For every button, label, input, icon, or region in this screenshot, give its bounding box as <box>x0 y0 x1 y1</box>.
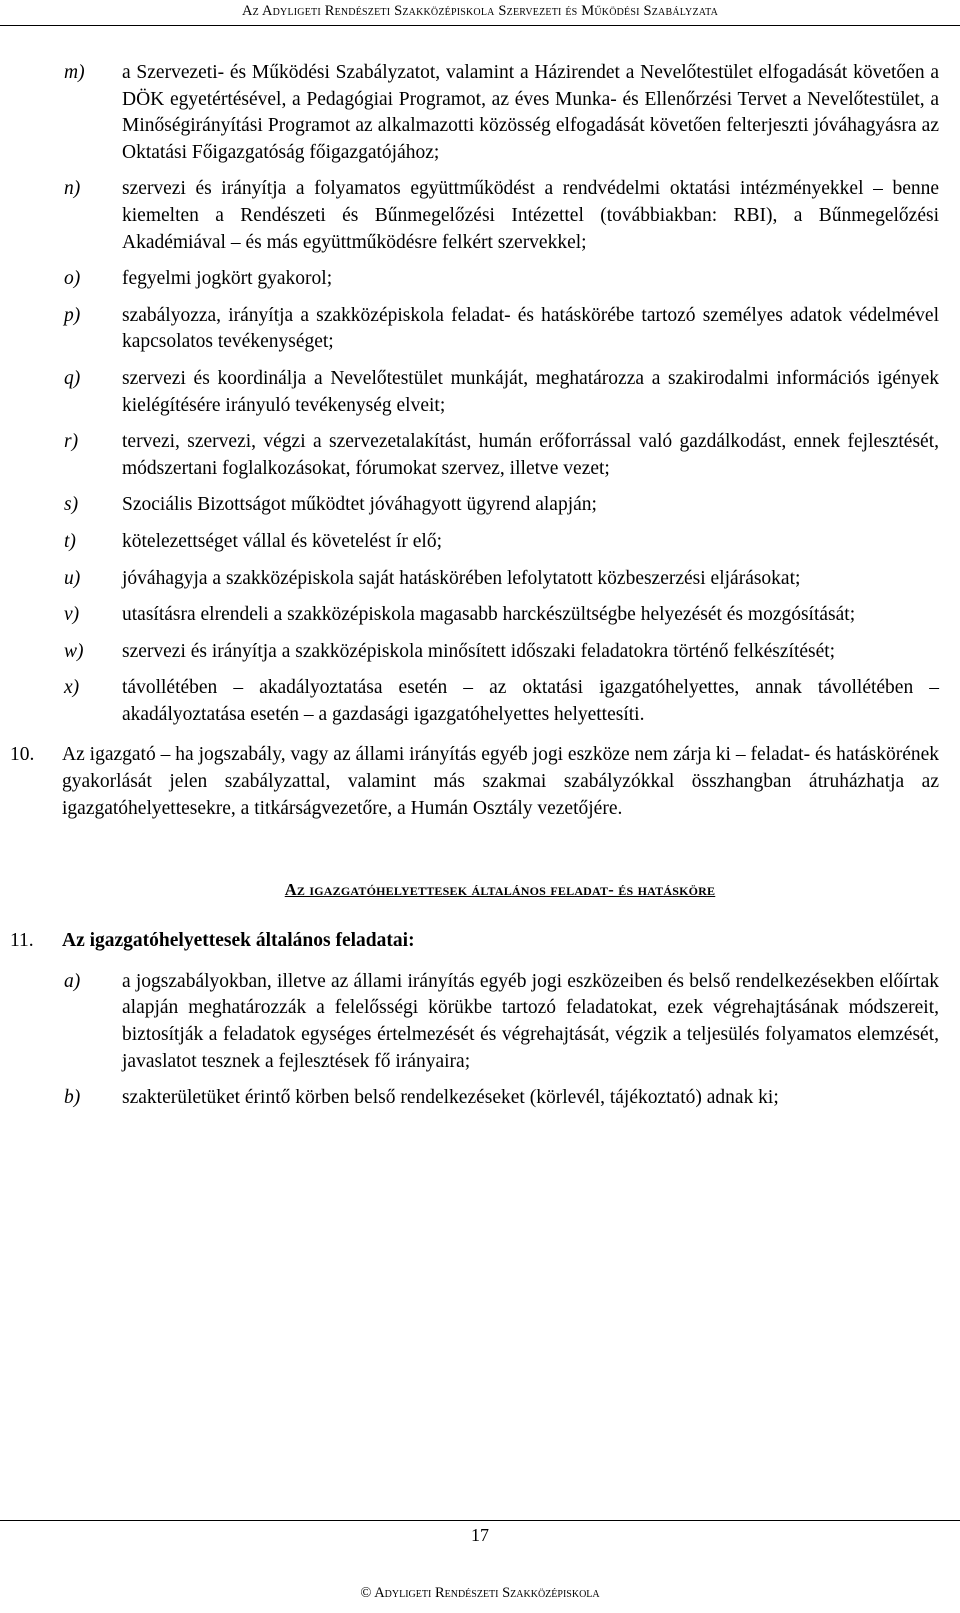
page-content <box>0 60 960 1122</box>
list-text: szervezi és irányítja a szakközépiskola minősített időszaki feladatokra történő felkészítését; <box>122 640 836 662</box>
list-item-x <box>0 675 960 728</box>
list-item-r <box>0 429 960 482</box>
list-item-q <box>0 366 960 419</box>
list-label: s) <box>64 494 79 516</box>
list-label: r) <box>64 431 79 453</box>
paragraph-10 <box>0 742 960 822</box>
list-label: w) <box>64 640 84 662</box>
paragraph-text: Az igazgató – ha jogszabály, vagy az állami irányítás egyéb jogi eszköze nem zárja ki – feladat- és hatáskörének gyakorlását jelen szabályzattal, valamint más szakmai szabályzókkal összhangban átruházhatja az igazgatóhelyettesekre, a titkárságvezetőre, a Humán Osztály vezetőjére. <box>62 744 939 819</box>
list-text: tervezi, szervezi, végzi a szervezetalakítást, humán erőforrással való gazdálkodást, ennek fejlesztését, módszertani foglalkozásokat, fórumokat szervez, illetve vezet; <box>122 431 939 479</box>
list-item-t <box>0 529 960 556</box>
list-text: jóváhagyja a szakközépiskola saját hatáskörében lefolytatott közbeszerzési eljárásokat; <box>122 567 801 589</box>
paragraph-number: 11. <box>10 930 34 952</box>
list-label: a) <box>64 970 81 992</box>
list-label: o) <box>64 268 81 290</box>
footer-copyright: © Adyligeti Rendészeti Szakközépiskola <box>360 1585 600 1601</box>
page-number: 17 <box>471 1525 489 1545</box>
header-rule <box>0 25 960 26</box>
list2-item-b <box>0 1085 960 1112</box>
running-header: Az Adyligeti Rendészeti Szakközépiskola Szervezeti és Működési Szabályzata <box>241 3 719 19</box>
list-item-s <box>0 492 960 519</box>
list-text: kötelezettséget vállal és követelést ír elő; <box>122 530 442 552</box>
list-text: szabályozza, irányítja a szakközépiskola feladat- és hatáskörébe tartozó személyes adatok védelmével kapcsolatos tevékenységet; <box>122 304 939 353</box>
list-item-m <box>0 60 960 166</box>
list-item-w <box>0 639 960 666</box>
list-text: szervezi és koordinálja a Nevelőtestület munkáját, meghatározza a szakirodalmi információs igények kielégítésére irányuló tevékenység elveit; <box>122 367 939 416</box>
list-text: szakterületüket érintő körben belső rendelkezéseket (körlevél, tájékoztató) adnak ki; <box>122 1087 779 1109</box>
list-item-p <box>0 303 960 356</box>
list-item-n <box>0 176 960 256</box>
list-text: fegyelmi jogkört gyakorol; <box>122 268 333 290</box>
list-label: u) <box>64 567 81 589</box>
list-text: a jogszabályokban, illetve az állami irányítás egyéb jogi eszközeiben és belső rendelkezésekben előírtak alapján meghatározzák a felelősségi körükbe tartozó feladatokat, ezek végrehajtásának módszereit, biztosítják a feladatok egységes értelmezését és végrehajtását, végzik a teljesülés folyamatos elemzését, javaslatot tesznek a fejlesztések fő irányaira; <box>122 970 939 1072</box>
list-text: Szociális Bizottságot működtet jóváhagyott ügyrend alapján; <box>122 494 597 516</box>
list-label: t) <box>64 530 76 552</box>
list-label: n) <box>64 178 81 200</box>
footer-rule <box>0 1520 960 1521</box>
list-text: utasításra elrendeli a szakközépiskola magasabb harckészültségbe helyezését és mozgósítását; <box>122 604 856 626</box>
list-label: p) <box>64 304 81 326</box>
list-label: x) <box>64 677 80 699</box>
list-label: m) <box>64 62 85 83</box>
list-label: b) <box>64 1087 81 1109</box>
paragraph-number: 10. <box>10 744 35 766</box>
paragraph-heading: Az igazgatóhelyettesek általános feladatai: <box>62 930 415 952</box>
list-label: v) <box>64 604 80 626</box>
list2-item-a <box>0 969 960 1075</box>
section-title: Az igazgatóhelyettesek általános feladat- és hatásköre <box>284 880 716 900</box>
list-item-v <box>0 602 960 629</box>
list-item-u <box>0 566 960 593</box>
list-text: távollétében – akadályoztatása esetén – az oktatási igazgatóhelyettes, annak távollétében – akadályoztatása esetén – a gazdasági igazgatóhelyettes helyettesíti. <box>122 677 939 725</box>
paragraph-11 <box>0 928 960 955</box>
list-item-o <box>0 266 960 293</box>
list-text: szervezi és irányítja a folyamatos együttműködést a rendvédelmi oktatási intézményekkel – benne kiemelten a Rendészeti és Bűnmegelőzési Intézettel (továbbiakban: RBI), a Bűnmegelőzési Akadémiával – és más együttműködésre felkért szervekkel; <box>122 178 939 253</box>
list-text: a Szervezeti- és Működési Szabályzatot, valamint a Házirendet a Nevelőtestület elfogadását követően a DÖK egyetértésével, a Pedagógiai Programot, az éves Munka- és Ellenőrzési Tervet a Nevelőtestület, a Minőségirányítási Programot az alkalmazotti közösség elfogadását követően felterjeszti jóváhagyásra az Oktatási Főigazgatóság főigazgatójához; <box>122 62 939 163</box>
list-label: q) <box>64 367 81 389</box>
